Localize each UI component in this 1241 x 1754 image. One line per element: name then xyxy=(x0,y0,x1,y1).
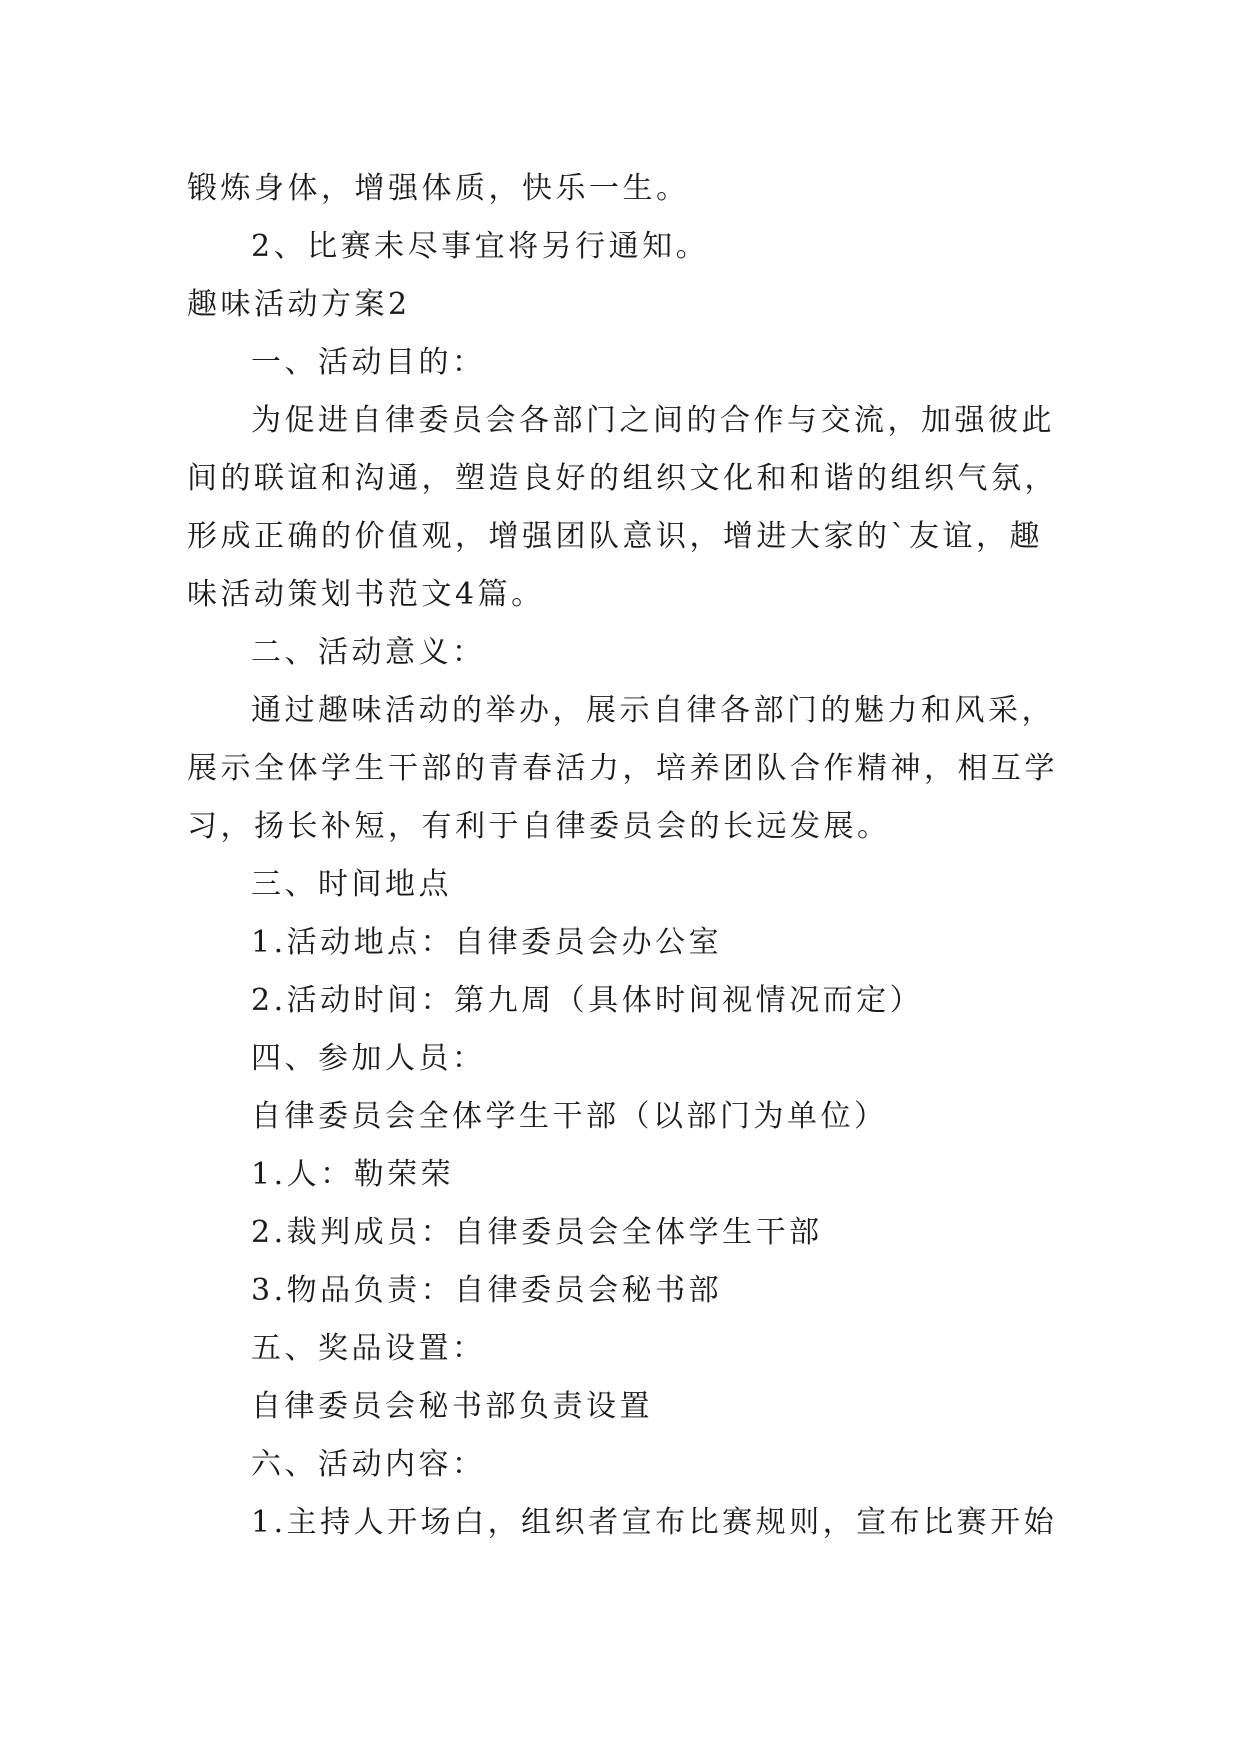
document-body xyxy=(187,160,1067,1552)
section-title: 趣味活动方案2 xyxy=(187,287,411,322)
heading-significance: 二、活动意义： xyxy=(251,635,486,670)
paragraph-participants: 自律委员会全体学生干部（以部门为单位） xyxy=(251,1099,888,1134)
item-person: 1.人：勒荣荣 xyxy=(251,1157,455,1192)
paragraph-significance: 通过趣味活动的举办，展示自律各部门的魅力和风采，展示全体学生干部的青春活力，培养团队合作精神，相互学习，扬长补短，有利于自律委员会的长远发展。 xyxy=(187,693,1058,844)
heading-time-place: 三、时间地点 xyxy=(251,867,452,902)
paragraph-notice: 2、比赛未尽事宜将另行通知。 xyxy=(251,229,710,264)
heading-purpose: 一、活动目的： xyxy=(251,345,486,380)
heading-prizes: 五、奖品设置： xyxy=(251,1331,486,1366)
heading-content: 六、活动内容： xyxy=(251,1447,486,1482)
item-supplies: 3.物品负责：自律委员会秘书部 xyxy=(251,1273,723,1308)
item-judges: 2.裁判成员：自律委员会全体学生干部 xyxy=(251,1215,823,1250)
paragraph-closing-line: 锻炼身体，增强体质，快乐一生。 xyxy=(187,171,690,206)
item-time: 2.活动时间：第九周（具体时间视情况而定） xyxy=(251,983,924,1018)
item-opening: 1.主持人开场白，组织者宣布比赛规则，宣布比赛开始 xyxy=(251,1505,1058,1540)
paragraph-purpose: 为促进自律委员会各部门之间的合作与交流，加强彼此间的联谊和沟通，塑造良好的组织文化和和谐的组织气氛，形成正确的价值观，增强团队意识，增进大家的`友谊，趣味活动策划书范文4篇。 xyxy=(187,403,1058,612)
heading-participants: 四、参加人员： xyxy=(251,1041,486,1076)
paragraph-prizes: 自律委员会秘书部负责设置 xyxy=(251,1389,653,1424)
item-location: 1.活动地点：自律委员会办公室 xyxy=(251,925,723,960)
